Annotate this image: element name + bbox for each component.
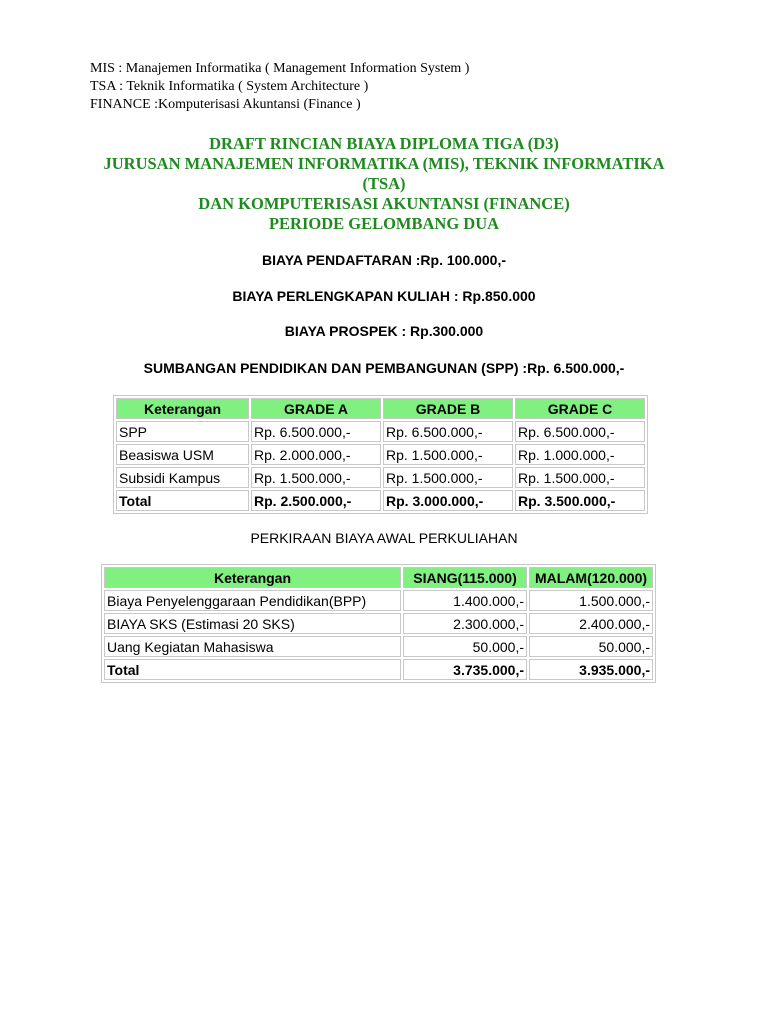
table-cell: SPP <box>116 421 249 442</box>
grade-table-header-row <box>116 398 645 419</box>
abbreviation-mis: MIS : Manajemen Informatika ( Management Information System ) <box>90 61 470 76</box>
prospect-fee: BIAYA PROSPEK : Rp.300.000 <box>284 323 484 339</box>
table-cell: Biaya Penyelenggaraan Pendidikan(BPP) <box>104 590 401 611</box>
title-line-3: (TSA) <box>362 174 406 193</box>
table-cell: Rp. 3.000.000,- <box>383 490 513 511</box>
estimate-header-malam: MALAM(120.000) <box>529 567 653 588</box>
estimate-title: PERKIRAAN BIAYA AWAL PERKULIAHAN <box>250 530 518 546</box>
grade-header-keterangan: Keterangan <box>116 398 249 419</box>
grade-header-c: GRADE C <box>515 398 645 419</box>
estimate-header-keterangan: Keterangan <box>104 567 401 588</box>
estimate-table <box>101 564 656 683</box>
table-cell: Subsidi Kampus <box>116 467 249 488</box>
grade-header-a: GRADE A <box>251 398 381 419</box>
table-row <box>104 636 653 657</box>
grade-total-row <box>116 490 645 511</box>
table-row <box>116 444 645 465</box>
table-cell: Total <box>116 490 249 511</box>
table-cell: Rp. 1.000.000,- <box>515 444 645 465</box>
table-cell: BIAYA SKS (Estimasi 20 SKS) <box>104 613 401 634</box>
abbreviation-tsa: TSA : Teknik Informatika ( System Architecture ) <box>90 79 369 94</box>
estimate-total-row <box>104 659 653 680</box>
title-line-4: DAN KOMPUTERISASI AKUNTANSI (FINANCE) <box>198 194 570 213</box>
table-row <box>116 467 645 488</box>
title-line-2: JURUSAN MANAJEMEN INFORMATIKA (MIS), TEKNIK INFORMATIKA <box>103 154 665 173</box>
table-cell: 3.735.000,- <box>403 659 527 680</box>
table-row <box>104 613 653 634</box>
table-cell: 50.000,- <box>529 636 653 657</box>
table-cell: Rp. 1.500.000,- <box>251 467 381 488</box>
table-cell: Rp. 1.500.000,- <box>515 467 645 488</box>
table-cell: Rp. 2.500.000,- <box>251 490 381 511</box>
grade-header-b: GRADE B <box>383 398 513 419</box>
table-cell: Rp. 6.500.000,- <box>515 421 645 442</box>
table-row <box>104 590 653 611</box>
equipment-fee: BIAYA PERLENGKAPAN KULIAH : Rp.850.000 <box>232 288 536 304</box>
table-cell: Rp. 1.500.000,- <box>383 467 513 488</box>
table-cell: Total <box>104 659 401 680</box>
registration-fee: BIAYA PENDAFTARAN :Rp. 100.000,- <box>261 252 507 268</box>
table-cell: Rp. 6.500.000,- <box>383 421 513 442</box>
table-row <box>116 421 645 442</box>
grade-table <box>113 395 648 514</box>
table-cell: 2.400.000,- <box>529 613 653 634</box>
table-cell: Rp. 3.500.000,- <box>515 490 645 511</box>
table-cell: Uang Kegiatan Mahasiswa <box>104 636 401 657</box>
table-cell: 3.935.000,- <box>529 659 653 680</box>
abbreviation-list <box>90 60 469 114</box>
table-cell: Rp. 1.500.000,- <box>383 444 513 465</box>
spp-fee: SUMBANGAN PENDIDIKAN DAN PEMBANGUNAN (SPP) :Rp. 6.500.000,- <box>143 360 625 376</box>
table-cell: 1.500.000,- <box>529 590 653 611</box>
table-cell: Rp. 2.000.000,- <box>251 444 381 465</box>
table-cell: 2.300.000,- <box>403 613 527 634</box>
abbreviation-finance: FINANCE :Komputerisasi Akuntansi (Finance ) <box>90 97 361 112</box>
table-cell: Beasiswa USM <box>116 444 249 465</box>
title-line-5: PERIODE GELOMBANG DUA <box>268 214 500 233</box>
document-title <box>80 134 688 234</box>
table-cell: 1.400.000,- <box>403 590 527 611</box>
estimate-table-header-row <box>104 567 653 588</box>
estimate-header-siang: SIANG(115.000) <box>403 567 527 588</box>
title-line-1: DRAFT RINCIAN BIAYA DIPLOMA TIGA (D3) <box>209 134 559 153</box>
table-cell: 50.000,- <box>403 636 527 657</box>
table-cell: Rp. 6.500.000,- <box>251 421 381 442</box>
